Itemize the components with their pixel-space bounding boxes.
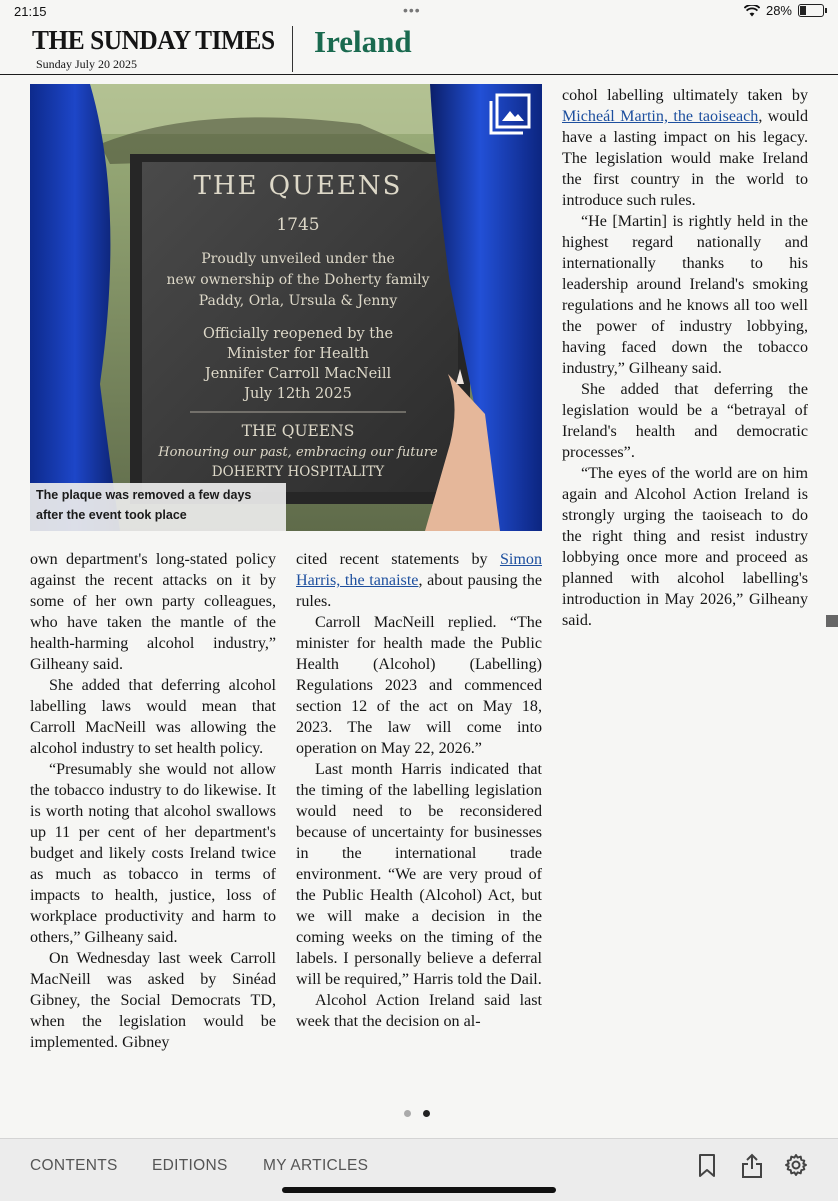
article-paragraph: “Presumably she would not allow the tobacco industry to do likewise. It is worth noting that alcohol swallows up 11 per cent of her department's budget and likely costs Ireland twice as much as tobacco in terms of impacts to health, justice, loss of workplace productivity and harm to others,” Gilheany said.	[30, 761, 276, 946]
article-paragraph: own department's long-stated policy against the recent attacks on it by some of her own party colleagues, who have taken the mantle of the health-harming alcohol industry,” Gilheany said.	[30, 551, 276, 673]
multitask-dots-icon[interactable]: •••	[403, 2, 421, 18]
bookmark-icon[interactable]	[697, 1153, 717, 1179]
article-paragraph	[562, 463, 808, 631]
paragraph-text: , about pausing the rules.	[296, 572, 543, 610]
wifi-icon	[744, 5, 760, 17]
article-end-mark-icon	[826, 615, 838, 627]
newspaper-title: THE SUNDAY TIMES	[32, 25, 275, 55]
plaque-line: THE QUEENS	[241, 422, 355, 440]
status-bar	[0, 0, 838, 24]
masthead	[0, 22, 838, 75]
article-paragraph: She added that deferring alcohol labelling laws would mean that Carroll MacNeill was allowing the alcohol industry to set health policy.	[30, 677, 276, 757]
plaque-line: new ownership of the Doherty family	[166, 272, 430, 288]
plaque-line: July 12th 2025	[244, 386, 352, 402]
plaque-line: Honouring our past, embracing our future	[158, 445, 438, 460]
battery-icon	[798, 4, 824, 17]
article-paragraph: She added that deferring the legislation would be a “betrayal of Ireland's health and democratic processes”.	[562, 381, 808, 461]
article-paragraph	[562, 85, 808, 211]
page-indicator[interactable]	[404, 1110, 430, 1117]
home-indicator[interactable]	[282, 1187, 556, 1193]
article-column-3	[562, 85, 808, 631]
tab-my-articles[interactable]: MY ARTICLES	[263, 1157, 369, 1174]
plaque-photo-illustration	[30, 84, 542, 531]
article-column-2	[296, 549, 542, 1032]
article-paragraph	[296, 549, 542, 612]
status-indicators	[744, 3, 824, 18]
plaque-line: Paddy, Orla, Ursula & Jenny	[198, 293, 398, 309]
article-paragraph: On Wednesday last week Carroll MacNeill was asked by Sinéad Gibney, the Social Democrats TD, when the legislation would be implemented. Gibney	[30, 950, 276, 1051]
paragraph-text: cohol labelling ultimately taken by	[562, 87, 808, 104]
paragraph-text: “The eyes of the world are on him again and Alcohol Action Ireland is strongly urging the taoiseach to do the right thing and resist industry lobbying once more and proceed as planned with alcohol labelling's introduction in May 2026,” Gilheany said.	[562, 465, 808, 629]
edition-date: Sunday July 20 2025	[36, 57, 138, 71]
plaque-line: 1745	[276, 215, 320, 235]
photo-caption: The plaque was removed a few days after the event took place	[30, 483, 286, 531]
article-paragraph: Alcohol Action Ireland said last week that the decision on al-	[296, 992, 542, 1030]
article-paragraph: “He [Martin] is rightly held in the highest regard nationally and internationally thanks to his leadership around Ireland's smoking regulations and he knows all too well the power of industry lobbying, having faced down the tobacco industry,” Gilheany said.	[562, 213, 808, 377]
share-icon[interactable]	[740, 1153, 764, 1179]
article-column-1	[30, 549, 276, 1053]
article-photo[interactable]	[30, 84, 542, 531]
link-micheal-martin[interactable]: Micheál Martin, the taoiseach	[562, 108, 759, 125]
settings-gear-icon[interactable]	[784, 1153, 808, 1177]
page-dot[interactable]	[404, 1110, 411, 1117]
paragraph-text: , would have a lasting impact on his legacy. The legislation would make Ireland the first country in the world to introduce such rules.	[562, 108, 808, 209]
battery-percent: 28%	[765, 3, 792, 18]
status-time: 21:15	[14, 4, 47, 19]
plaque-line: Proudly unveiled under the	[201, 251, 395, 267]
plaque-line: Officially reopened by the	[202, 326, 394, 342]
section-title: Ireland	[314, 24, 412, 59]
article-paragraph: Carroll MacNeill replied. “The minister for health made the Public Health (Alcohol) (Labelling) Regulations 2023 and commenced section 12 of the act on May 18, 2023. The law will come into operation on May 22, 2026.”	[296, 614, 542, 757]
photo-gallery-icon[interactable]	[488, 92, 532, 136]
plaque-line: THE QUEENS	[193, 171, 403, 201]
masthead-divider	[292, 26, 293, 72]
page-dot-current[interactable]	[423, 1110, 430, 1117]
plaque-line: DOHERTY HOSPITALITY	[211, 464, 385, 480]
plaque-line: Jennifer Carroll MacNeill	[204, 366, 392, 382]
link-simon-harris[interactable]: Simon Harris, the tanaiste	[296, 551, 542, 589]
article-paragraph: Last month Harris indicated that the timing of the labelling legislation would need to be reconsidered because of uncertainty for businesses in the international trade environment. “We are very proud of the Public Health (Alcohol) Act, but we will make a decision in the coming weeks on the timing of the labels. I personally believe a deferral will be required,” Harris told the Dail.	[296, 761, 542, 988]
tab-contents[interactable]: CONTENTS	[30, 1157, 118, 1174]
paragraph-text: cited recent statements by	[296, 551, 500, 568]
tab-editions[interactable]: EDITIONS	[152, 1157, 228, 1174]
plaque-line: Minister for Health	[226, 346, 370, 362]
bottom-toolbar	[0, 1138, 838, 1201]
